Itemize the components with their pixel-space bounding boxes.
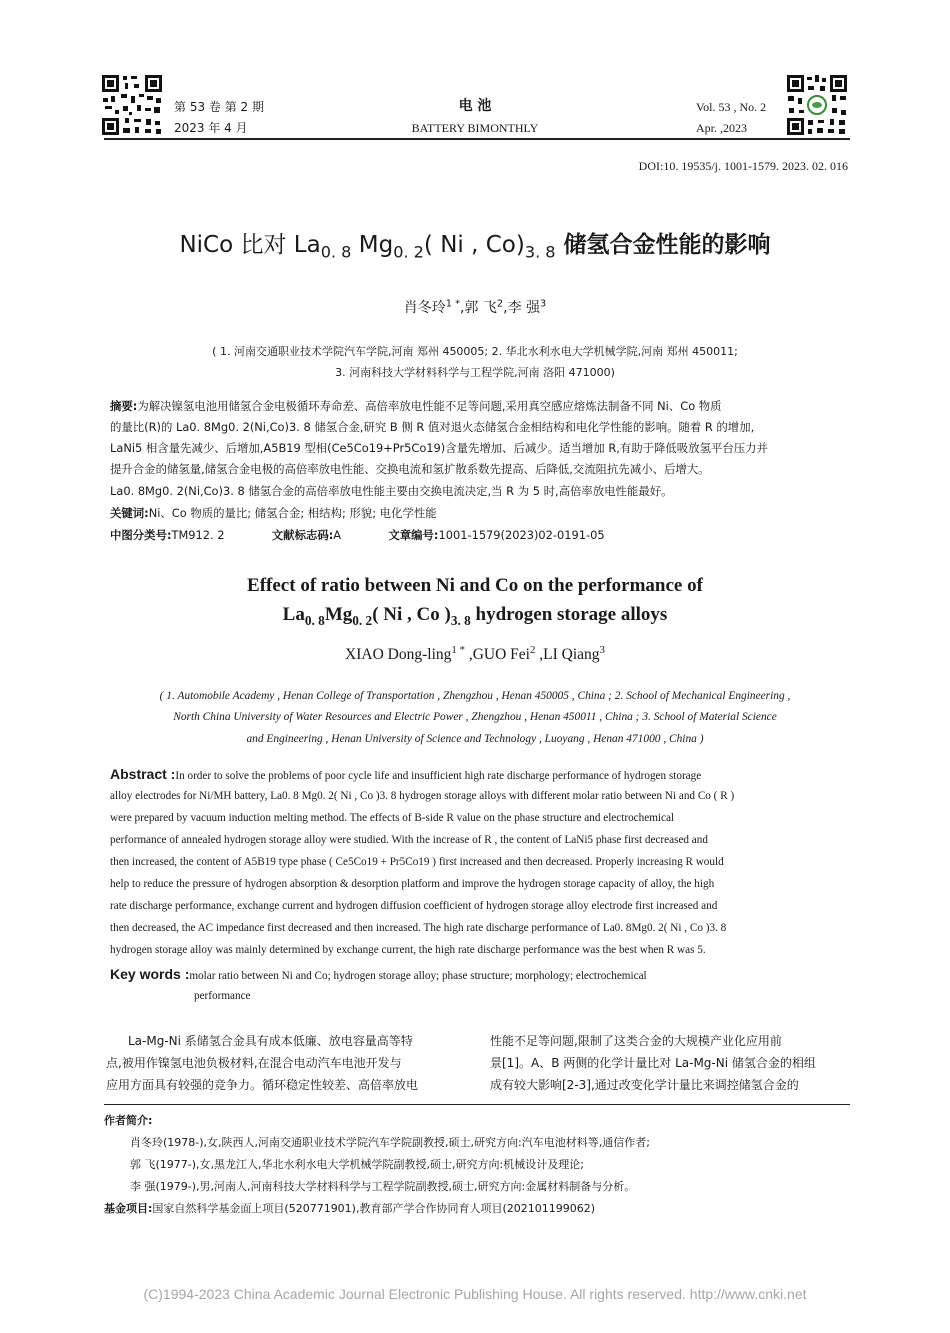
etitle-part: Mg (324, 604, 353, 625)
affiliation-en-line: ( 1. Automobile Academy , Henan College of Transportation , Zhengzhou , Henan 450005 , China ; 2. School of Mechanical Engineering , (159, 690, 791, 702)
author-name: 肖冬玲 (403, 300, 446, 316)
article-number-label: 文章编号: (388, 528, 439, 542)
author-bio-label: 作者简介: (104, 1114, 153, 1127)
doc-code-label: 文献标志码: (271, 528, 334, 542)
keywords-en-text: molar ratio between Ni and Co; hydrogen storage alloy; phase structure; morphology; electrochemical (189, 970, 647, 982)
affiliation-cn-line: 3. 河南科技大学材料科学与工程学院,河南 洛阳 471000) (335, 366, 615, 379)
abstract-en-text: In order to solve the problems of poor cycle life and insufficient high rate discharge performance of hydrogen storage (175, 770, 702, 782)
title-part: ( Ni , Co) (423, 232, 525, 258)
funding-line (104, 1198, 850, 1220)
author-en-name: ,LI Qiang (535, 646, 600, 663)
abstract-en-line: hydrogen storage alloy was mainly determined by exchange current, the high rate discharge performance was the best when R was 5. (110, 944, 706, 956)
copyright-footer: (C)1994-2023 China Academic Journal Electronic Publishing House. All rights reserved. http://www.cnki.net (143, 1286, 807, 1302)
author-bio-line: 李 强(1979-),男,河南人,河南科技大学材料科学与工程学院副教授,硕士,研究方向:金属材料制备与分析。 (130, 1180, 636, 1193)
author-bio-line: 肖冬玲(1978-),女,陕西人,河南交通职业技术学院汽车学院副教授,硕士,研究方向:汽车电池材料等,通信作者; (130, 1136, 650, 1149)
keywords-en-line: performance (194, 990, 251, 1002)
authors-cn (0, 297, 950, 317)
author-en-sup: 1 * (451, 643, 465, 656)
abstract-en-label: Abstract : (110, 766, 176, 782)
header-date-cn: 2023 年 4 月 (174, 121, 248, 135)
doi: DOI:10. 19535/j. 1001-1579. 2023. 02. 016 (638, 159, 848, 173)
english-title-line1: Effect of ratio between Ni and Co on the performance of (247, 575, 703, 596)
abstract-cn-line (110, 396, 846, 417)
author-name: ,李 强 (503, 300, 541, 316)
funding-text: 国家自然科学基金面上项目(520771901),教育部产学合作协同育人项目(202101199062) (152, 1202, 596, 1215)
doc-code-value: A (333, 528, 342, 542)
body-left-line: 应用方面具有较强的竞争力。循环稳定性较差、高倍率放电 (106, 1078, 419, 1092)
title-part: 储氢合金性能的影响 (555, 232, 771, 258)
header-divider (104, 138, 850, 140)
header-journal-en: BATTERY BIMONTHLY (411, 121, 539, 135)
body-left-line: La-Mg-Ni 系储氢合金具有成本低廉、放电容量高等特 (128, 1034, 413, 1048)
body-left-line: 点,被用作镍氢电池负极材料,在混合电动汽车电池开发与 (106, 1056, 402, 1070)
body-right-line: 性能不足等问题,限制了这类合金的大规模产业化应用前 (490, 1034, 782, 1048)
affiliation-en-line: and Engineering , Henan University of Science and Technology , Luoyang , Henan 471000 , China ) (246, 733, 704, 745)
authors-en (0, 643, 950, 664)
keywords-cn (110, 503, 846, 524)
footnote-divider (104, 1104, 850, 1105)
abstract-en-line: help to reduce the pressure of hydrogen absorption & desorption platform and improve the hydrogen storage capacity of alloy, the high (110, 878, 715, 890)
affiliation-en-line: North China University of Water Resources and Electric Power , Zhengzhou , Henan 450011 , China ; 3. School of Material Science (173, 711, 777, 723)
abstract-cn-line: LaNi5 相含量先减少、后增加,A5B19 型相(Ce5Co19+Pr5Co19)含量先增加、后减少。适当增加 R,有助于降低吸放氢平台压力并 (110, 441, 768, 455)
abstract-en-line: rate discharge performance, exchange current and hydrogen diffusion coefficient of hydrogen storage alloy electrode first increased and (110, 900, 718, 912)
header-date-en: Apr. ,2023 (696, 121, 747, 135)
header-journal-cn: 电 池 (458, 98, 492, 114)
article-number-value: 1001-1579(2023)02-0191-05 (438, 528, 605, 542)
author-sup: 3 (540, 298, 547, 310)
author-en-name: XIAO Dong-ling (345, 646, 452, 663)
body-right-line: 成有较大影响[2-3],通过改变化学计量比来调控储氢合金的 (490, 1078, 799, 1092)
etitle-part: hydrogen storage alloys (470, 604, 668, 625)
abstract-cn-line: 的量比(R)的 La0. 8Mg0. 2(Ni,Co)3. 8 储氢合金,研究 B 侧 R 值对退火态储氢合金相结构和电化学性能的影响。随着 R 的增加, (110, 420, 755, 434)
author-sup: 1 * (445, 298, 460, 310)
header-volume-issue: 第 53 卷 第 2 期 (174, 100, 264, 114)
title-sub: 0. 8 (320, 242, 352, 262)
paper-title (0, 226, 950, 262)
funding-label: 基金项目: (104, 1202, 153, 1215)
author-name: ,郭 飞 (459, 300, 497, 316)
abstract-en-line: alloy electrodes for Ni/MH battery, La0. 8 Mg0. 2( Ni , Co )3. 8 hydrogen storage alloys with different molar ratio between Ni and Co ( R ) (110, 790, 735, 802)
classification-line (110, 525, 846, 546)
keywords-en-line (110, 964, 846, 987)
abstract-cn-text: 为解决镍氢电池用储氢合金电极循环寿命差、高倍率放电性能不足等问题,采用真空感应熔炼法制备不同 Ni、Co 物质 (137, 399, 722, 413)
author-en-sup: 3 (599, 643, 605, 656)
etitle-part: La (282, 604, 305, 625)
title-part: Mg (351, 232, 394, 258)
keywords-cn-label: 关键词: (110, 506, 149, 520)
title-sub: 3. 8 (524, 242, 556, 262)
abstract-en-line: then decreased, the AC impedance first decreased and then increased. The high rate discharge performance of La0. 8Mg0. 2( Ni , Co )3. 8 (110, 922, 727, 934)
etitle-sub: 0. 8 (304, 612, 325, 628)
clc-label: 中图分类号: (110, 528, 172, 542)
clc-value: TM912. 2 (171, 528, 225, 542)
affiliation-cn-line: ( 1. 河南交通职业技术学院汽车学院,河南 郑州 450005; 2. 华北水利水电大学机械学院,河南 郑州 450011; (212, 345, 738, 358)
etitle-sub: 0. 2 (352, 612, 373, 628)
title-part: NiCo 比对 La (179, 232, 321, 258)
author-en-sup: 2 (529, 643, 536, 656)
abstract-en-line: were prepared by vacuum induction melting method. The effects of B-side R value on the phase structure and electrochemical (110, 812, 675, 824)
header-volume-en: Vol. 53 , No. 2 (696, 100, 767, 114)
abstract-cn-line: 提升合金的储氢量,储氢合金电极的高倍率放电性能、交换电流和氢扩散系数先提高、后降低,交流阻抗先减小、后增大。 (110, 462, 710, 476)
english-title-line2 (0, 604, 950, 626)
abstract-cn-label: 摘要: (110, 399, 138, 413)
author-bio-line: 郭 飞(1977-),女,黑龙江人,华北水利水电大学机械学院副教授,硕士,研究方向:机械设计及理论; (130, 1158, 584, 1171)
keywords-en-label: Key words : (110, 966, 190, 982)
keywords-cn-text: Ni、Co 物质的量比; 储氢合金; 相结构; 形貌; 电化学性能 (148, 506, 437, 520)
body-right-line: 景[1]。A、B 两侧的化学计量比对 La-Mg-Ni 储氢合金的相组 (490, 1056, 816, 1070)
etitle-sub: 3. 8 (450, 612, 471, 628)
author-en-name: ,GUO Fei (464, 646, 530, 663)
title-sub: 0. 2 (393, 242, 424, 262)
abstract-en-line: then increased, the content of A5B19 type phase ( Ce5Co19 + Pr5Co19 ) first increased and then decreased. Properly increasing R would (110, 856, 724, 868)
abstract-en-line (110, 764, 846, 787)
author-sup: 2 (496, 298, 504, 310)
etitle-part: ( Ni , Co ) (372, 604, 451, 625)
abstract-cn-line: La0. 8Mg0. 2(Ni,Co)3. 8 储氢合金的高倍率放电性能主要由交换电流决定,当 R 为 5 时,高倍率放电性能最好。 (110, 484, 673, 498)
abstract-en-line: performance of annealed hydrogen storage alloy were studied. With the increase of R , the content of LaNi5 phase first decreased and (110, 834, 708, 846)
